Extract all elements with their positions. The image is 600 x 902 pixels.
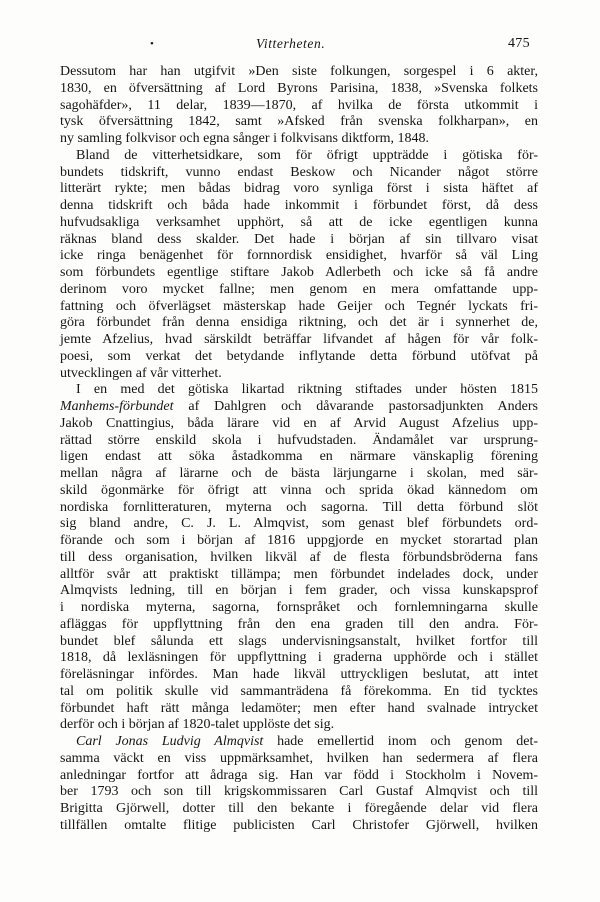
text-line: tal om politik skulle vid sammanträdena få förekomma. En tid tycktes — [60, 683, 538, 699]
paragraph — [60, 64, 538, 148]
text-line: bundets tidskrift, vunno endast Beskow och Nicander något större — [60, 164, 538, 180]
text-line: nordiska fornlitteraturen, myterna och sagorna. Till detta förbund slöt — [60, 499, 538, 515]
text-line: rättad större enskild skola i hufvudstaden. Ändamålet var ursprung- — [60, 432, 538, 448]
text-line-rest: hade emellertid inom och genom det- — [263, 734, 538, 749]
text-line: skild ögonmärke för öfrigt att vinna och sprida ökad kännedom om — [60, 482, 538, 498]
text-line: samma väckt en viss uppmärksamhet, hvilken han sedermera af flera — [60, 750, 538, 766]
text-line: tysk öfversättning 1842, samt »Afsked från svenska folkharpan», en — [60, 114, 538, 130]
text-line: föreläsningar infördes. Man hade likväl uttryckligen beslutat, att intet — [60, 667, 538, 682]
paragraph — [60, 734, 538, 835]
text-line: 1830, en öfversättning af Lord Byrons Parisina, 1838, »Svenska folkets — [60, 80, 538, 96]
text-line: i nordiska myterna, sagorna, fornspråket och fornlemningarna skulle — [60, 600, 538, 615]
text-line: 1818, då lexläsningen för uppflyttning i graderna upphörde och i stället — [60, 650, 538, 666]
text-line: alltför svår att praktiskt tillämpa; men förbundet indelades dock, under — [60, 566, 538, 582]
text-line: hufvudsakliga verksamhet upphört, så att de icke egentligen kunna — [60, 214, 538, 230]
text-line: tillfällen omtalte flitige publicisten Carl Christofer Gjörwell, hvilken — [60, 817, 538, 833]
text-line: denna tidskrift och båda hade inkommit i förbundet först, då dess — [60, 198, 538, 213]
text-line: ligen endast att söka åstadkomma en närmare vänskaplig förening — [60, 449, 538, 465]
text-line: Jakob Cnattingius, båda lärare vid en af Arvid August Afzelius upp- — [60, 415, 538, 431]
text-line: Dessutom har han utgifvit »Den siste folkungen, sorgespel i 6 akter, — [60, 64, 538, 79]
text-line: poesi, som verkat det betydande inflytande detta förbund utöfvat på — [60, 348, 538, 364]
text-line: Bland de vitterhetsidkare, som för öfrigt uppträdde i götiska för- — [76, 147, 538, 163]
text-line: förande och som i början af 1816 uppgjorde en mycket storartad plan — [60, 533, 538, 548]
text-line: afläggas för uppflyttning från den ena graden till den andra. För- — [60, 616, 538, 632]
running-head: Vitterheten. — [256, 36, 326, 51]
text-line: göra förbundet från denna ensidiga riktning, och det är i synnerhet de, — [60, 315, 538, 331]
text-line: ny samling folkvisor och egna sånger i folkvisans diktform, 1848. — [60, 131, 429, 146]
text-line: anledningar fortfor att ådraga sig. Han var född i Stockholm i Novem- — [60, 767, 538, 783]
text-line: litterärt rykte; men bådas bidrag voro synliga först i sista häftet af — [60, 181, 538, 197]
text-line: sagohäfder», 11 delar, 1839—1870, af hvilka de första utkommit i — [60, 97, 538, 113]
text-line: räknas bland dess skalder. Det hade i början af sin tillvaro visat — [60, 231, 538, 247]
text-line: bundet blef sålunda ett slags undervisningsanstalt, hvilket fortfor till — [60, 633, 538, 649]
text-line: icke ringa benägenhet för fornnordisk ensidighet, hvarför så väl Ling — [60, 248, 538, 264]
text-line: som förbundets egentlige stiftare Jakob Adlerbeth och icke så få andre — [60, 265, 538, 280]
paragraph — [60, 148, 538, 383]
text-line: I en med det götiska likartad riktning stiftades under hösten 1815 — [76, 382, 538, 398]
text-line: till dess organisation, hvilken likväl af de flesta förbundsbröderna fans — [60, 549, 538, 565]
text-line-rest: af Dahlgren och dåvarande pastorsadjunkten Anders — [173, 399, 538, 414]
text-line: derför och i början af 1820-talet upplöste det sig. — [60, 717, 335, 733]
text-line: Brigitta Gjörwell, dotter till den bekante i föregående delar vid flera — [60, 801, 538, 816]
text-line — [60, 399, 538, 416]
body-text — [60, 64, 538, 835]
text-line: fattning och öfverlägset mästerskap hade Geijer och Tegnér lyckats fri- — [60, 298, 538, 314]
text-line: jemte Afzelius, hvad särskildt beträffar lifvandet af hågen för vår folk- — [60, 332, 538, 347]
paragraph — [60, 382, 538, 734]
text-line: derinom voro mycket fallne; men genom en mera omfattande upp- — [60, 281, 538, 297]
text-line: Almqvists ledning, till en början i fem grader, och vissa kunskapsprof — [60, 583, 538, 599]
text-line: ber 1793 och son till krigskommissaren Carl Gustaf Almqvist och till — [60, 784, 538, 800]
text-line: mellan några af lärarne och de bästa lärjungarne i skolan, med sär- — [60, 466, 538, 481]
person-name: Carl Jonas Ludvig Almqvist — [76, 734, 264, 749]
text-line — [60, 734, 538, 751]
text-line: utvecklingen af vår vitterhet. — [60, 365, 222, 381]
text-line: förbundet haft rätt många ledamöter; men efter hand svalnade intrycket — [60, 700, 538, 716]
text-line: sig bland andre, C. J. L. Almqvist, som genast blef förbundets ord- — [60, 516, 538, 532]
page-number: 475 — [508, 36, 530, 51]
society-name: Manhems-förbundet — [60, 399, 174, 414]
page-marker: • — [150, 38, 154, 50]
